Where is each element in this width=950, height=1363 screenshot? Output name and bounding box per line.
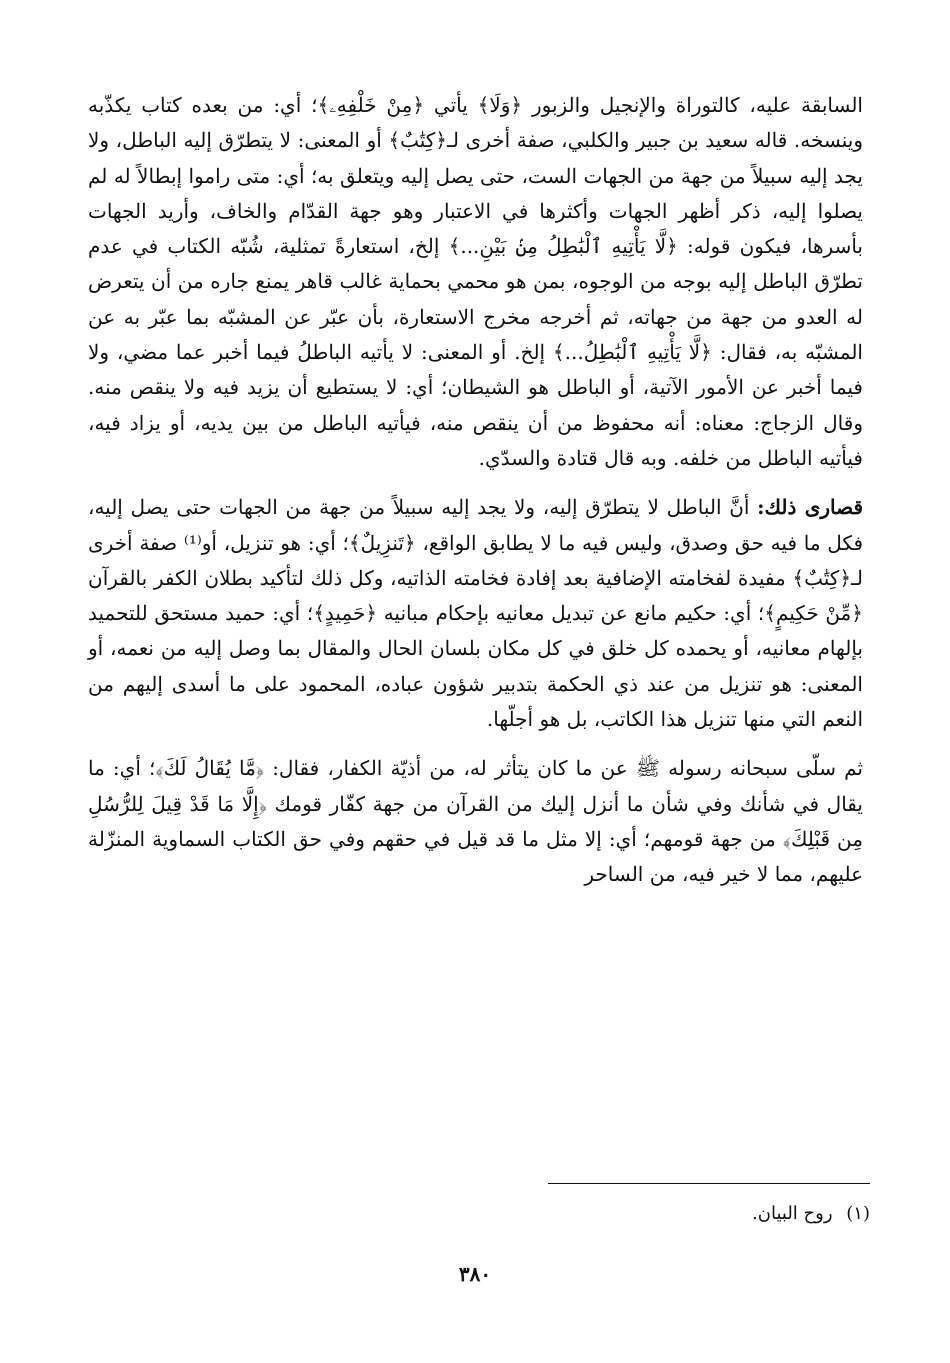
footnote — [270, 1200, 870, 1228]
paragraph-1 — [88, 88, 863, 476]
footnote-divider — [548, 1183, 870, 1184]
footnote-text: روح البيان. — [752, 1203, 833, 1224]
page-body — [88, 88, 863, 907]
page-number: ٣٨٠ — [458, 1262, 492, 1286]
footnote-number: (١) — [846, 1203, 870, 1224]
paragraph-3-text: ثم سلّى سبحانه رسوله ﷺ عن ما كان يتأثر له، من أذيّة الكفار، فقال: ﴿مَّا يُقَالُ لَكَ﴾؛ أي: ما يقال في شأنك وفي شأن ما أنزل إليك من القرآن من جهة كفّار قومك ﴿إِلَّا مَا قَدْ قِيلَ لِلرُّسُلِ مِن قَبْلِكَ﴾ من جهة قومهم؛ أي: إلا مثل ما قد قيل في حقهم وفي حق الكتاب السماوية المنزّلة عليهم، مما لا خير فيه، من الساحر — [88, 756, 863, 887]
paragraph-3 — [88, 751, 863, 892]
paragraph-2 — [88, 490, 863, 737]
paragraph-2-text: أنَّ الباطل لا يتطرّق إليه، ولا يجد إليه سبيلاً من جهة من الجهات حتى يصل إليه، فكل ما فيه حق وصدق، وليس فيه ما لا يطابق الواقع، ﴿تَنزِيلٌ﴾؛ أي: هو تنزيل، أو⁽¹⁾ صفة أخرى لـ﴿كِتَٰبٌ﴾ مفيدة لفخامته الإضافية بعد إفادة فخامته الذاتيه، وكل ذلك لتأكيد بطلان الكفر بالقرآن ﴿مِّنْ حَكِيمٍ﴾؛ أي: حكيم مانع عن تبديل معانيه بإحكام مبانيه ﴿حَمِيدٍ﴾؛ أي: حميد مستحق للتحميد بإلهام معانيه، أو يحمده كل خلق في كل مكان بلسان الحال والمقال بما وصل إليه من نعمه، أو المعنى: هو تنزيل من عند ذي الحكمة بتدبير شؤون عباده، المحمود على ما أسدى إليهم من النعم التي منها تنزيل هذا الكاتب، بل هو أجلّها. — [88, 495, 864, 732]
paragraph-1-text: السابقة عليه، كالتوراة والإنجيل والزبور ﴿وَلَا﴾ يأتي ﴿مِنْ خَلْفِهِۦ﴾؛ أي: من بعده كتاب يكذّبه وينسخه. قاله سعيد بن جبير والكلبي، صفة أخرى لـ﴿كِتَٰبٌ﴾ أو المعنى: لا يتطرّق إليه الباطل، ولا يجد إليه سبيلاً من جهة من الجهات الست، حتى يصل إليه ويتعلق به؛ أي: متى راموا إبطالاً له لم يصلوا إليه، ذكر أظهر الجهات وأكثرها في الاعتبار وهو جهة القدّام والخاف، وأريد الجهات بأسرها، فيكون قوله: ﴿لَّا يَأْتِيهِ ٱلْبَٰطِلُ مِنۢ بَيْنِ...﴾ إلخ، استعارةً تمثلية، شُبّه الكتاب في عدم تطرّق الباطل إليه بوجه من الوجوه، بمن هو محمي بحماية غالب قاهر يمنع جاره من أن يتعرض له العدو من جهة من جهاته، ثم أخرجه مخرج الاستعارة، بأن عبّر عن المشبّه بما عبّر به عن المشبّه به، فقال: ﴿لَّا يَأْتِيهِ ٱلْبَٰطِلُ...﴾ إلخ. أو المعنى: لا يأتيه الباطلُ فيما أخبر عما مضي، ولا فيما أخبر عن الأمور الآتية، أو الباطل هو الشيطان؛ أي: لا يستطيع أن يزيد فيه ولا ينقص منه. وقال الزجاج: معناه: أنه محفوظ من أن ينقص منه، فيأتيه الباطل من بين يديه، أو يزاد فيه، فيأتيه الباطل من خلفه. وبه قال قتادة والسدّي. — [88, 93, 863, 470]
paragraph-2-lead: قصارى ذلك: — [757, 495, 864, 520]
